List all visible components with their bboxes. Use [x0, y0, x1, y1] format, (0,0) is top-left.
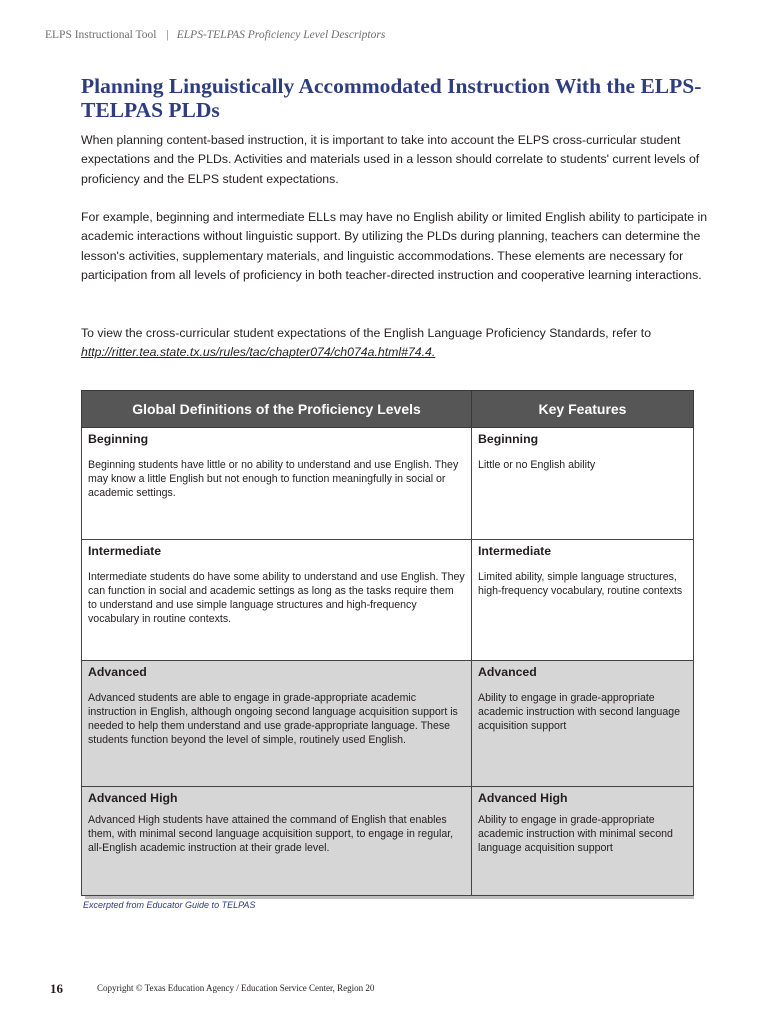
level-definition: Beginning students have little or no ability to understand and use English. They may know a little English but not enough to function meaningfully in social or academic settings. — [88, 459, 459, 499]
definition-cell — [82, 428, 472, 540]
feature-cell — [472, 661, 694, 787]
key-feature: Limited ability, simple language structures, high-frequency vocabulary, routine contexts — [478, 571, 683, 597]
feature-level-name: Advanced High — [478, 791, 568, 805]
feature-level-name: Advanced — [478, 665, 537, 679]
elps-standards-link[interactable]: http://ritter.tea.state.tx.us/rules/tac/chapter074/ch074a.html#74.4. — [81, 345, 436, 360]
key-feature: Ability to engage in grade-appropriate academic instruction with minimal second language acquisition support — [478, 814, 673, 854]
running-header — [45, 29, 385, 41]
page-number: 16 — [50, 981, 63, 996]
header-tool-name: ELPS Instructional Tool — [45, 29, 157, 41]
level-definition: Advanced students are able to engage in grade-appropriate academic instruction in English, although ongoing second language acquisition support is needed to help them understand and use grade-appropriate language. These students function beyond the level of simple, routinely used English. — [88, 692, 458, 746]
reference-text: To view the cross-curricular student expectations of the English Language Proficiency Standards, refer to — [81, 326, 652, 340]
page-title: Planning Linguistically Accommodated Instruction With the ELPS-TELPAS PLDs — [81, 74, 702, 122]
table-row — [82, 661, 694, 787]
table-header-row — [82, 391, 694, 428]
feature-level-name: Beginning — [478, 432, 539, 446]
level-definition: Advanced High students have attained the command of English that enables them, with minimal second language acquisition support, to engage in regular, all-English academic instruction at their grade level. — [88, 814, 454, 854]
feature-level-name: Intermediate — [478, 544, 552, 558]
level-name: Advanced — [88, 665, 147, 679]
level-definition: Intermediate students do have some ability to understand and use English. They can function in social and academic settings as long as the tasks require them to understand and use simple language structures and high-frequency vocabulary in routine contexts. — [88, 571, 465, 625]
intro-paragraph: When planning content-based instruction, it is important to take into account the ELPS cross-curricular student expectations and the PLDs. Activities and materials used in a lesson should correlate to students' current levels of proficiency and the ELPS student expectations. — [81, 133, 700, 186]
table-row — [82, 428, 694, 540]
key-feature: Ability to engage in grade-appropriate academic instruction with second language acquisition support — [478, 692, 680, 732]
table-caption: Excerpted from Educator Guide to TELPAS — [83, 900, 256, 910]
definition-cell — [82, 787, 472, 896]
feature-cell — [472, 787, 694, 896]
feature-cell — [472, 428, 694, 540]
definition-cell — [82, 661, 472, 787]
level-name: Advanced High — [88, 791, 178, 805]
level-name: Beginning — [88, 432, 149, 446]
key-feature: Little or no English ability — [478, 459, 596, 471]
column-header-definitions: Global Definitions of the Proficiency Levels — [82, 391, 472, 428]
table-row — [82, 787, 694, 896]
column-header-key-features: Key Features — [472, 391, 694, 428]
definition-cell — [82, 540, 472, 661]
feature-cell — [472, 540, 694, 661]
table-row — [82, 540, 694, 661]
header-separator: | — [166, 29, 169, 41]
example-paragraph: For example, beginning and intermediate ELLs may have no English ability or limited English ability to participate in academic interactions without linguistic support. By utilizing the PLDs during planning, teachers can determine the lesson's activities, supplementary materials, and linguistic accommodations. These elements are necessary for participation from all levels of proficiency in both teacher-directed instruction and cooperative learning interactions. — [81, 210, 708, 282]
level-name: Intermediate — [88, 544, 162, 558]
proficiency-levels-table — [81, 390, 694, 896]
header-subtitle: ELPS-TELPAS Proficiency Level Descriptors — [176, 29, 386, 41]
copyright-notice: Copyright © Texas Education Agency / Education Service Center, Region 20 — [97, 983, 375, 993]
reference-paragraph — [81, 324, 721, 363]
